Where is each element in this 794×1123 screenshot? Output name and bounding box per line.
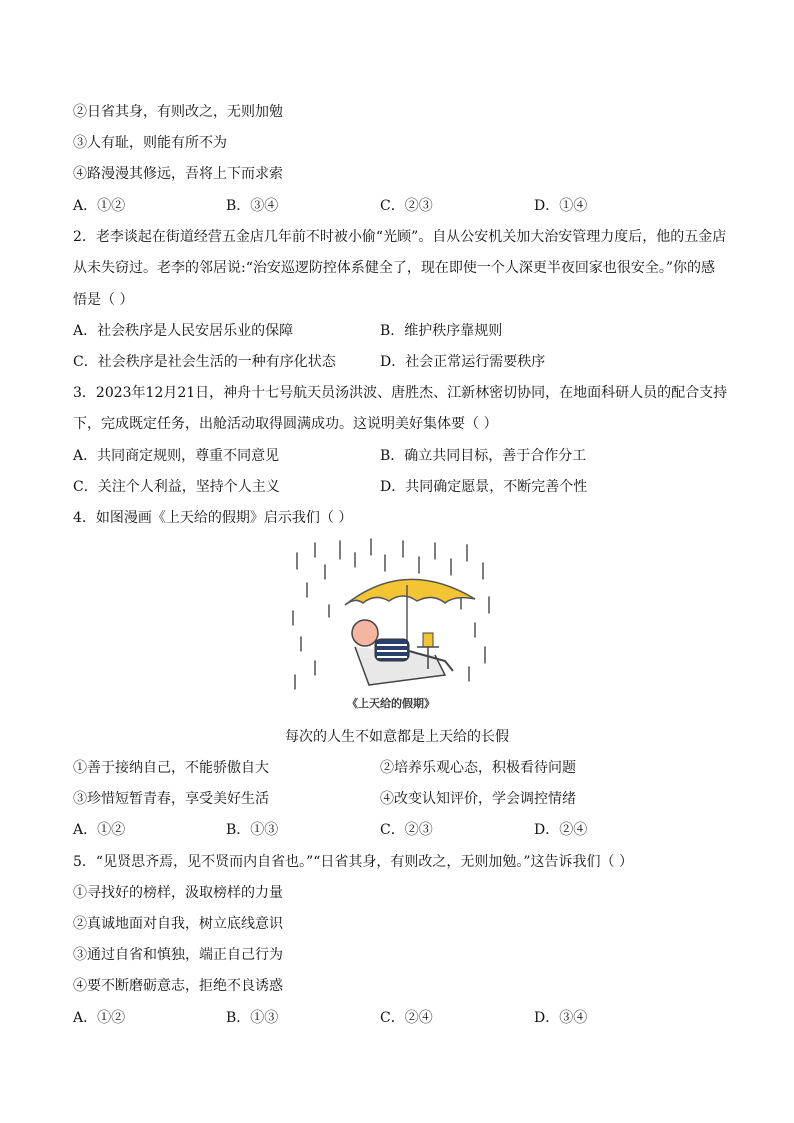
q5-item-3: ③通过自省和慎独，端正自己行为 xyxy=(73,947,283,963)
q2-stem-line-2: 从未失窃过。老李的邻居说:“治安巡逻防控体系健全了，现在即使一个人深更半夜回家也很安全。”你的感 xyxy=(73,260,716,276)
q3-stem-line-2: 下，完成既定任务，出舱活动取得圆满成功。这说明美好集体要（ ） xyxy=(73,416,498,432)
q2-stem-line-3: 悟是（ ） xyxy=(73,292,134,308)
q5-item-2: ②真诚地面对自我，树立底线意识 xyxy=(73,916,283,932)
q4-option-d: D．②④ xyxy=(534,822,588,838)
q1-item-2: ②日省其身，有则改之，无则加勉 xyxy=(73,104,283,120)
cartoon-image xyxy=(285,535,497,713)
q5-option-c: C．②④ xyxy=(380,1010,433,1026)
q2-stem-line-1: 2．老李谈起在街道经营五金店几年前不时被小偷“光顾”。自从公安机关加大治安管理力度后，他的五金店 xyxy=(73,229,727,245)
cartoon-title: 《上天给的假期》 xyxy=(347,697,435,710)
q4-stem: 4．如图漫画《上天给的假期》启示我们（ ） xyxy=(73,510,353,526)
q4-option-a: A．①② xyxy=(73,822,126,838)
q5-option-b: B．①③ xyxy=(226,1010,279,1026)
q4-option-b: B．①③ xyxy=(226,822,279,838)
q5-option-d: D．③④ xyxy=(534,1010,588,1026)
q3-option-d: D．共同确定愿景，不断完善个性 xyxy=(380,479,588,495)
q5-item-4: ④要不断磨砺意志，拒绝不良诱惑 xyxy=(73,978,283,994)
q5-option-a: A．①② xyxy=(73,1010,126,1026)
q3-option-a: A．共同商定规则，尊重不同意见 xyxy=(73,448,280,464)
q5-stem: 5．“见贤思齐焉，见不贤而内自省也。”“日省其身，有则改之，无则加勉。”这告诉我们（ ） xyxy=(73,854,633,870)
q4-item-2: ②培养乐观心态，积极看待问题 xyxy=(380,760,576,776)
q2-option-a: A．社会秩序是人民安居乐业的保障 xyxy=(73,323,294,339)
q1-item-3: ③人有耻，则能有所不为 xyxy=(73,135,227,151)
cartoon-caption: 每次的人生不如意都是上天给的长假 xyxy=(285,729,509,745)
q2-option-c: C．社会秩序是社会生活的一种有序化状态 xyxy=(73,354,336,370)
q3-option-c: C．关注个人利益，坚持个人主义 xyxy=(73,479,280,495)
q4-item-3: ③珍惜短暂青春，享受美好生活 xyxy=(73,791,269,807)
q1-option-c: C．②③ xyxy=(380,198,433,214)
q1-item-4: ④路漫漫其修远，吾将上下而求索 xyxy=(73,166,283,182)
q5-item-1: ①寻找好的榜样，汲取榜样的力量 xyxy=(73,885,283,901)
q3-stem-line-1: 3．2023年12月21日，神舟十七号航天员汤洪波、唐胜杰、江新林密切协同，在地面科研人员的配合支持 xyxy=(73,385,728,401)
q1-option-b: B．③④ xyxy=(226,198,279,214)
q1-option-a: A．①② xyxy=(73,198,126,214)
q3-option-b: B．确立共同目标，善于合作分工 xyxy=(380,448,587,464)
q4-option-c: C．②③ xyxy=(380,822,433,838)
drink-drawing xyxy=(423,633,433,647)
person-drawing xyxy=(352,620,378,646)
q4-item-1: ①善于接纳自己，不能骄傲自大 xyxy=(73,760,269,776)
q4-item-4: ④改变认知评价，学会调控情绪 xyxy=(380,791,576,807)
q1-option-d: D．①④ xyxy=(534,198,588,214)
umbrella-drawing xyxy=(345,579,475,605)
q2-option-b: B．维护秩序靠规则 xyxy=(380,323,503,339)
q2-option-d: D．社会正常运行需要秩序 xyxy=(380,354,546,370)
